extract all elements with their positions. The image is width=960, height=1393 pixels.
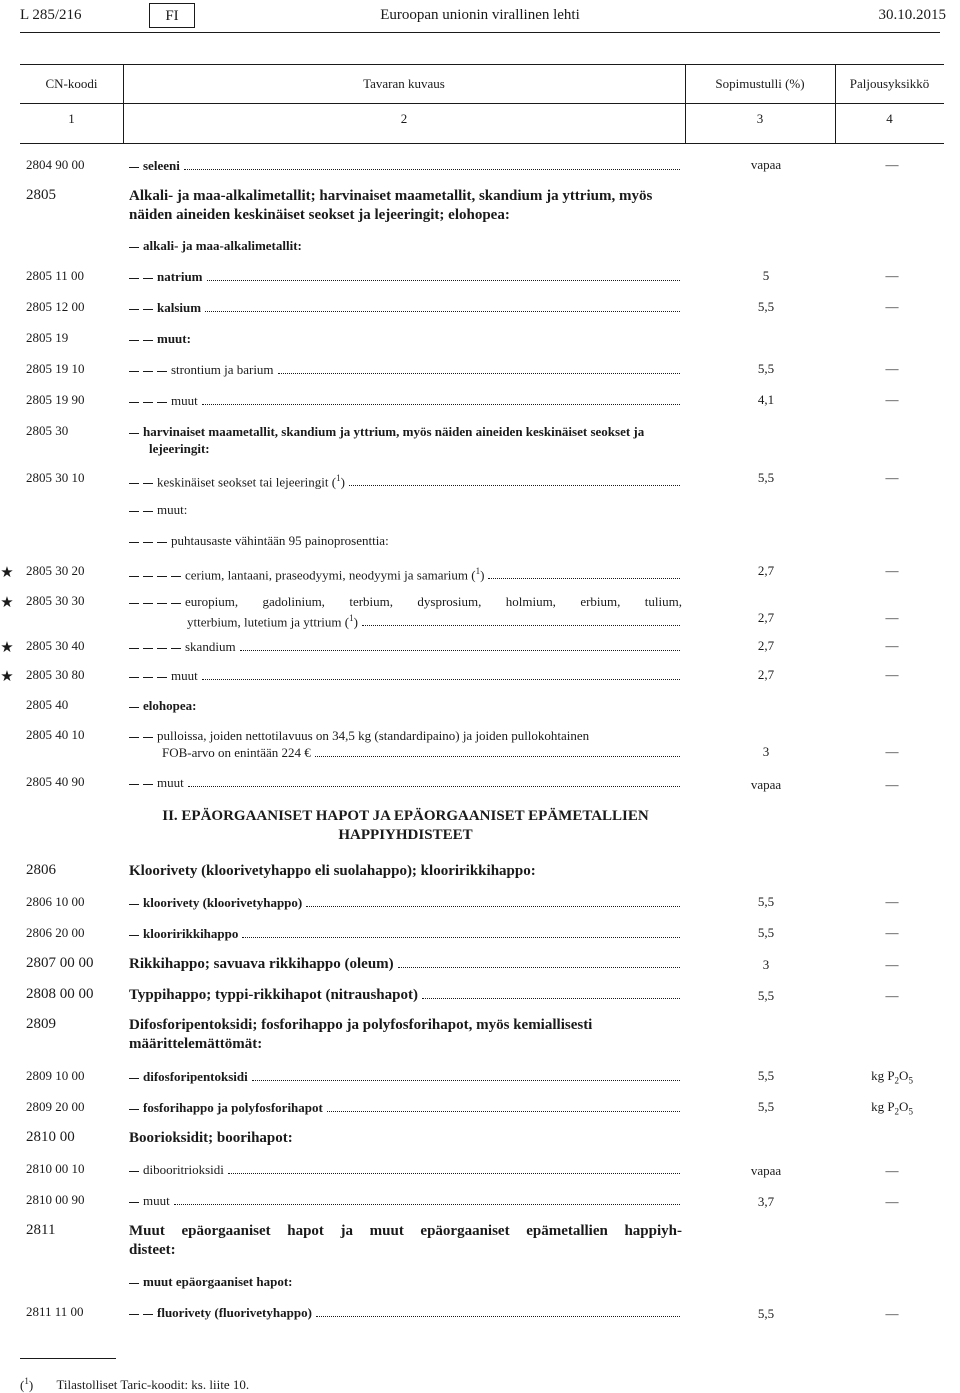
cn-code: 2810 00 90 — [26, 1192, 85, 1207]
duty-rate: vapaa — [750, 1163, 782, 1178]
cn-code: 2808 00 00 — [26, 986, 94, 1002]
duty-rate: 5,5 — [757, 894, 775, 909]
description: fosforihappo ja polyfosforihapot — [129, 1099, 682, 1116]
supplementary-unit: — — [885, 268, 899, 283]
duty-rate: 4,1 — [757, 392, 775, 407]
cn-code: 2805 30 80 — [26, 667, 85, 682]
footnote-text: Tilastolliset Taric-koodit: ks. liite 10. — [56, 1377, 250, 1393]
cn-code: 2805 30 30 — [26, 593, 85, 608]
star-icon: ★ — [0, 595, 14, 611]
col-header-cn-code: CN-koodi — [45, 76, 98, 91]
duty-rate: 5,5 — [757, 1068, 775, 1083]
cn-code: 2805 30 40 — [26, 638, 85, 653]
description: cerium, lantaani, praseodyymi, neodyymi ja samarium ($^1$) — [129, 563, 682, 583]
cn-code: 2810 00 — [26, 1129, 75, 1145]
supplementary-unit: kg $P_2O_5$ — [871, 1068, 913, 1086]
duty-rate: 2,7 — [757, 667, 775, 682]
duty-rate: 5 — [762, 268, 770, 283]
supplementary-unit: — — [885, 470, 899, 485]
supplementary-unit: — — [885, 299, 899, 314]
duty-rate: vapaa — [750, 157, 782, 172]
duty-rate: 5,5 — [757, 470, 775, 485]
duty-rate: 5,5 — [757, 988, 775, 1003]
col-number-1: 1 — [68, 111, 75, 126]
star-icon: ★ — [0, 565, 14, 581]
cn-code: 2805 12 00 — [26, 299, 85, 314]
supplementary-unit: — — [885, 957, 899, 972]
duty-rate: 2,7 — [757, 563, 775, 578]
description: muut: — [129, 330, 682, 347]
cn-code: 2805 19 — [26, 330, 69, 345]
description: kalsium — [129, 299, 682, 316]
cn-code: 2805 30 10 — [26, 470, 85, 485]
duty-rate: 3,7 — [757, 1194, 775, 1209]
footnote-mark: 1 — [24, 1376, 29, 1386]
duty-rate: 3 — [762, 744, 770, 759]
description: alkali- ja maa-alkalimetallit: — [129, 237, 682, 254]
supplementary-unit: — — [885, 1163, 899, 1178]
col-header-unit: Paljousyksikkö — [849, 76, 930, 91]
description: muut: — [129, 501, 682, 518]
star-icon: ★ — [0, 669, 14, 685]
description: muut — [129, 667, 682, 684]
cn-code: 2805 40 90 — [26, 774, 85, 789]
supplementary-unit: — — [885, 157, 899, 172]
description: harvinaiset maametallit, skandium ja yttrium, myös näiden aineiden keskinäiset seokset ja lejeeringit: — [129, 423, 682, 457]
description: klooririkkihappo — [129, 925, 682, 942]
duty-rate: 5,5 — [757, 925, 775, 940]
duty-rate: 2,7 — [757, 638, 775, 653]
description: pulloissa, joiden nettotilavuus on 34,5 kg (standardipaino) ja joiden pullokohtainen FOB-arvo on enintään 224 € — [129, 727, 682, 761]
description: muut — [129, 774, 682, 791]
footnote-rule — [20, 1358, 116, 1359]
duty-rate: 5,5 — [757, 299, 775, 314]
description: fluorivety (fluorivetyhappo) — [129, 1304, 682, 1321]
supplementary-unit: — — [885, 744, 899, 759]
supplementary-unit: — — [885, 610, 899, 625]
supplementary-unit: — — [885, 392, 899, 407]
description: kloorivety (kloorivetyhappo) — [129, 894, 682, 911]
description: muut epäorgaaniset hapot: — [129, 1273, 682, 1290]
description: Kloorivety (kloorivetyhappo eli suolahappo); klooririkkihappo: — [129, 863, 536, 879]
supplementary-unit: — — [885, 361, 899, 376]
footnote: ($^1$) Tilastolliset Taric-koodit: ks. liite 10. — [20, 1376, 250, 1393]
duty-rate: 5,5 — [757, 1099, 775, 1114]
description: elohopea: — [129, 697, 682, 714]
cn-code: 2805 40 10 — [26, 727, 85, 742]
description: natrium — [129, 268, 682, 285]
cn-code: 2805 40 — [26, 697, 69, 712]
duty-rate: 3 — [762, 957, 770, 972]
cn-code: 2809 20 00 — [26, 1099, 85, 1114]
col-number-2: 2 — [400, 111, 408, 126]
cn-code: 2805 30 20 — [26, 563, 85, 578]
description: seleeni — [129, 157, 682, 174]
description: puhtausaste vähintään 95 painoprosenttia: — [129, 532, 682, 549]
supplementary-unit: — — [885, 667, 899, 682]
supplementary-unit: — — [885, 1194, 899, 1209]
description: europium, gadolinium, terbium, dysprosium, holmium, erbium, tulium, ytterbium, lutetium ja yttrium ($^1$) — [129, 593, 682, 630]
publication-date: 30.10.2015 — [878, 7, 946, 23]
description: strontium ja barium — [129, 361, 682, 378]
cn-code: 2805 30 — [26, 423, 69, 438]
description: Alkali- ja maa-alkalimetallit; harvinaiset maametallit, skandium ja yttrium, myös näiden aineiden keskinäiset seokset ja lejeeringit; elohopea: — [129, 188, 653, 223]
cn-code: 2809 10 00 — [26, 1068, 85, 1083]
description: Muut epäorgaaniset hapot ja muut epäorgaaniset epämetallien happiyh- disteet: — [129, 1223, 682, 1258]
description: dibooritrioksidi — [129, 1161, 682, 1178]
description: Typpihappo; typpi-rikkihapot (nitraushapot) — [129, 986, 682, 1005]
description: Boorioksidit; boorihapot: — [129, 1130, 293, 1146]
cn-code: 2806 — [26, 862, 56, 878]
description: keskinäiset seokset tai lejeeringit ($^1$) — [129, 470, 682, 490]
col-number-3: 3 — [756, 111, 764, 126]
cn-code: 2809 — [26, 1016, 56, 1032]
description: difosforipentoksidi — [129, 1068, 682, 1085]
col-number-4: 4 — [886, 111, 893, 126]
supplementary-unit: — — [885, 777, 899, 792]
supplementary-unit: — — [885, 1306, 899, 1321]
duty-rate: 2,7 — [757, 610, 775, 625]
cn-code: 2805 — [26, 187, 56, 203]
supplementary-unit: — — [885, 988, 899, 1003]
description: muut — [129, 392, 682, 409]
supplementary-unit: kg $P_2O_5$ — [871, 1099, 913, 1117]
col-header-rate: Sopimustulli (%) — [715, 76, 805, 91]
journal-title: Euroopan unionin virallinen lehti — [380, 7, 580, 23]
description: Difosforipentoksidi; fosforihappo ja polyfosforihapot, myös kemiallisesti määrittelemättömät: — [129, 1017, 593, 1052]
supplementary-unit: — — [885, 563, 899, 578]
cn-code: 2805 11 00 — [26, 268, 85, 283]
description: Rikkihappo; savuava rikkihappo (oleum) — [129, 955, 682, 974]
star-icon: ★ — [0, 640, 14, 656]
cn-code: 2806 10 00 — [26, 894, 85, 909]
cn-code: 2807 00 00 — [26, 955, 94, 971]
col-header-description: Tavaran kuvaus — [363, 76, 445, 91]
cn-code: 2811 — [26, 1222, 56, 1238]
duty-rate: 5,5 — [757, 1306, 775, 1321]
cn-code: 2806 20 00 — [26, 925, 85, 940]
supplementary-unit: — — [885, 894, 899, 909]
description: skandium — [129, 638, 682, 655]
duty-rate: 5,5 — [757, 361, 775, 376]
cn-code: 2804 90 00 — [26, 157, 85, 172]
language-badge: FI — [149, 3, 195, 28]
supplementary-unit: — — [885, 638, 899, 653]
page-reference: L 285/216 — [20, 7, 82, 23]
cn-code: 2805 19 90 — [26, 392, 85, 407]
cn-code: 2810 00 10 — [26, 1161, 85, 1176]
section-heading: II. EPÄORGAANISET HAPOT JA EPÄORGAANISET EPÄMETALLIEN HAPPIYHDISTEET — [162, 808, 649, 843]
supplementary-unit: — — [885, 925, 899, 940]
cn-code: 2811 11 00 — [26, 1304, 84, 1319]
duty-rate: vapaa — [750, 777, 782, 792]
description: muut — [129, 1192, 682, 1209]
cn-code: 2805 19 10 — [26, 361, 85, 376]
